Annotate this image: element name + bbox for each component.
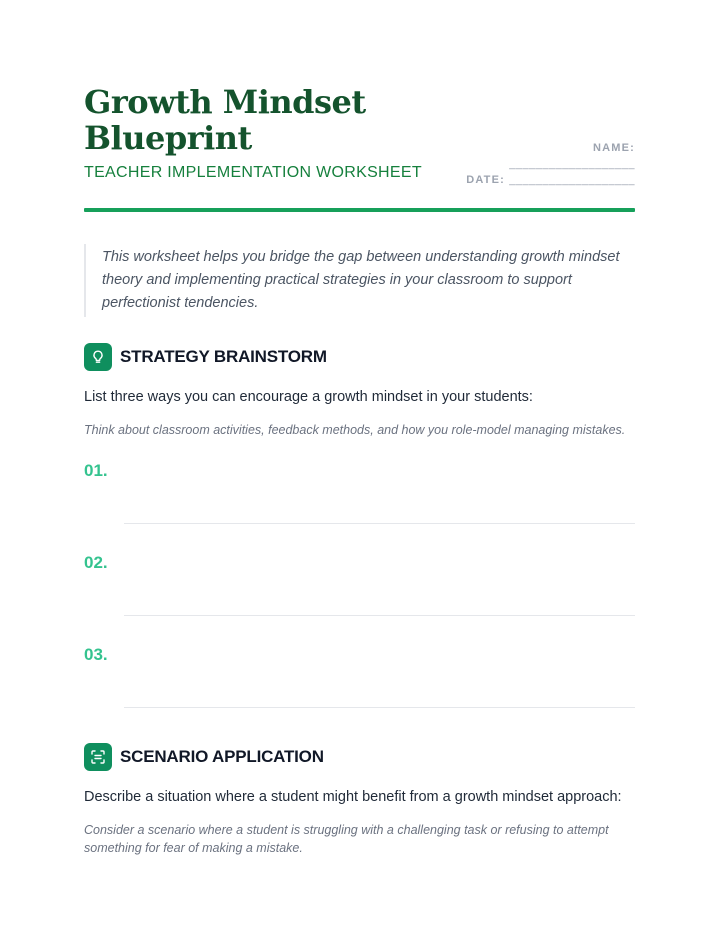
name-field-line[interactable]: ___________________: [509, 158, 635, 170]
answer-line[interactable]: [124, 707, 635, 708]
header-divider: [84, 208, 635, 212]
section-title: SCENARIO APPLICATION: [120, 747, 324, 766]
name-label: NAME:: [592, 142, 635, 154]
section-scenario-application: [84, 743, 635, 857]
answer-number: 02.: [84, 553, 108, 572]
section-strategy-brainstorm: [84, 343, 635, 715]
section-prompt: Describe a situation where a student might benefit from a growth mindset approach:: [84, 789, 622, 805]
page-title: Growth Mindset Blueprint: [84, 83, 366, 157]
name-date-block: [445, 140, 635, 188]
scan-icon: [84, 743, 112, 771]
date-label: DATE:: [466, 174, 505, 186]
answer-row-2: [84, 531, 635, 623]
section-prompt: List three ways you can encourage a growth mindset in your students:: [84, 389, 533, 405]
answer-row-3: [84, 623, 635, 715]
answer-number: 03.: [84, 645, 108, 664]
answer-line[interactable]: [124, 523, 635, 524]
answer-line[interactable]: [124, 615, 635, 616]
section-header: [84, 743, 635, 771]
intro-text: This worksheet helps you bridge the gap between understanding growth mindset theory and implementing practical strategies in your classroom to support perfectionist tendencies.: [102, 249, 620, 311]
date-field-line[interactable]: ___________________: [509, 174, 635, 186]
worksheet-header: [84, 84, 635, 212]
answer-number: 01.: [84, 461, 108, 480]
worksheet-page: [84, 84, 635, 857]
section-hint: Consider a scenario where a student is struggling with a challenging task or refusing to attempt something for fear of making a mistake.: [84, 823, 609, 855]
section-title: STRATEGY BRAINSTORM: [120, 347, 327, 366]
section-hint: Think about classroom activities, feedback methods, and how you role-model managing mistakes.: [84, 423, 626, 437]
section-header: [84, 343, 635, 371]
answer-row-1: [84, 439, 635, 531]
intro-quote: [84, 244, 635, 317]
page-subtitle: TEACHER IMPLEMENTATION WORKSHEET: [84, 164, 422, 181]
lightbulb-icon: [84, 343, 112, 371]
